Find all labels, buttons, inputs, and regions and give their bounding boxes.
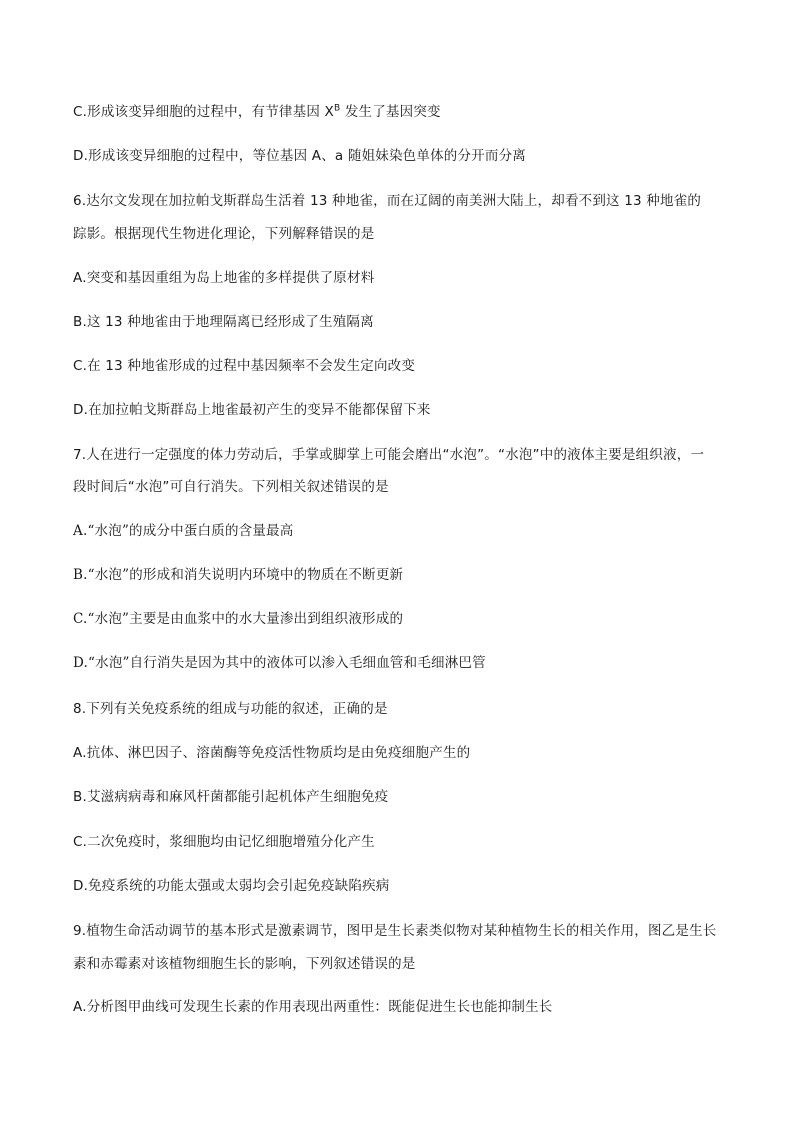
question-6-option-a: A.突变和基因重组为岛上地雀的多样提供了原材料: [73, 270, 375, 286]
question-6-stem-line-2: 踪影。根据现代生物进化理论，下列解释错误的是: [73, 226, 375, 242]
question-6-option-b: B.这 13 种地雀由于地理隔离已经形成了生殖隔离: [73, 314, 374, 330]
question-6-option-d: D.在加拉帕戈斯群岛上地雀最初产生的变异不能都保留下来: [73, 402, 431, 418]
question-7-stem-line-2: 段时间后“水泡”可自行消失。下列相关叙述错误的是: [73, 479, 389, 495]
question-6-stem-line-1: 6.达尔文发现在加拉帕戈斯群岛生活着 13 种地雀，而在辽阔的南美洲大陆上，却看不到这 13 种地雀的: [73, 193, 702, 209]
question-7-stem-line-1: 7.人在进行一定强度的体力劳动后，手掌或脚掌上可能会磨出“水泡”。“水泡”中的液体主要是组织液，一: [73, 447, 705, 463]
question-7-option-a: A.“水泡”的成分中蛋白质的含量最高: [73, 523, 294, 539]
question-9-option-a: A.分析图甲曲线可发现生长素的作用表现出两重性：既能促进生长也能抑制生长: [73, 999, 553, 1015]
question-7-option-b: B.“水泡”的形成和消失说明内环境中的物质在不断更新: [73, 567, 404, 583]
question-8-option-b: B.艾滋病病毒和麻风杆菌都能引起机体产生细胞免疫: [73, 789, 389, 805]
option-c-gene-mutation: [73, 102, 733, 122]
question-7-option-d: D.“水泡”自行消失是因为其中的液体可以渗入毛细血管和毛细淋巴管: [73, 655, 486, 671]
question-8-stem: 8.下列有关免疫系统的组成与功能的叙述，正确的是: [73, 701, 388, 717]
question-6-option-c: C.在 13 种地雀形成的过程中基因频率不会发生定向改变: [73, 358, 416, 374]
text-segment: 发生了基因突变: [340, 104, 441, 120]
question-8-option-d: D.免疫系统的功能太强或太弱均会引起免疫缺陷疾病: [73, 878, 390, 894]
option-d-allele-separation: D.形成该变异细胞的过程中，等位基因 A、a 随姐妹染色单体的分开而分离: [73, 148, 526, 164]
superscript-b: B: [333, 103, 341, 114]
question-9-stem-line-1: 9.植物生命活动调节的基本形式是激素调节，图甲是生长素类似物对某种植物生长的相关作用，图乙是生长: [73, 923, 717, 939]
question-7-option-c: C.“水泡”主要是由血浆中的水大量渗出到组织液形成的: [73, 611, 404, 627]
question-8-option-c: C.二次免疫时，浆细胞均由记忆细胞增殖分化产生: [73, 834, 375, 850]
question-8-option-a: A.抗体、淋巴因子、溶菌酶等免疫活性物质均是由免疫细胞产生的: [73, 745, 471, 761]
question-9-stem-line-2: 素和赤霉素对该植物细胞生长的影响，下列叙述错误的是: [73, 956, 416, 972]
text-segment: C.形成该变异细胞的过程中，有节律基因 X: [73, 104, 334, 120]
